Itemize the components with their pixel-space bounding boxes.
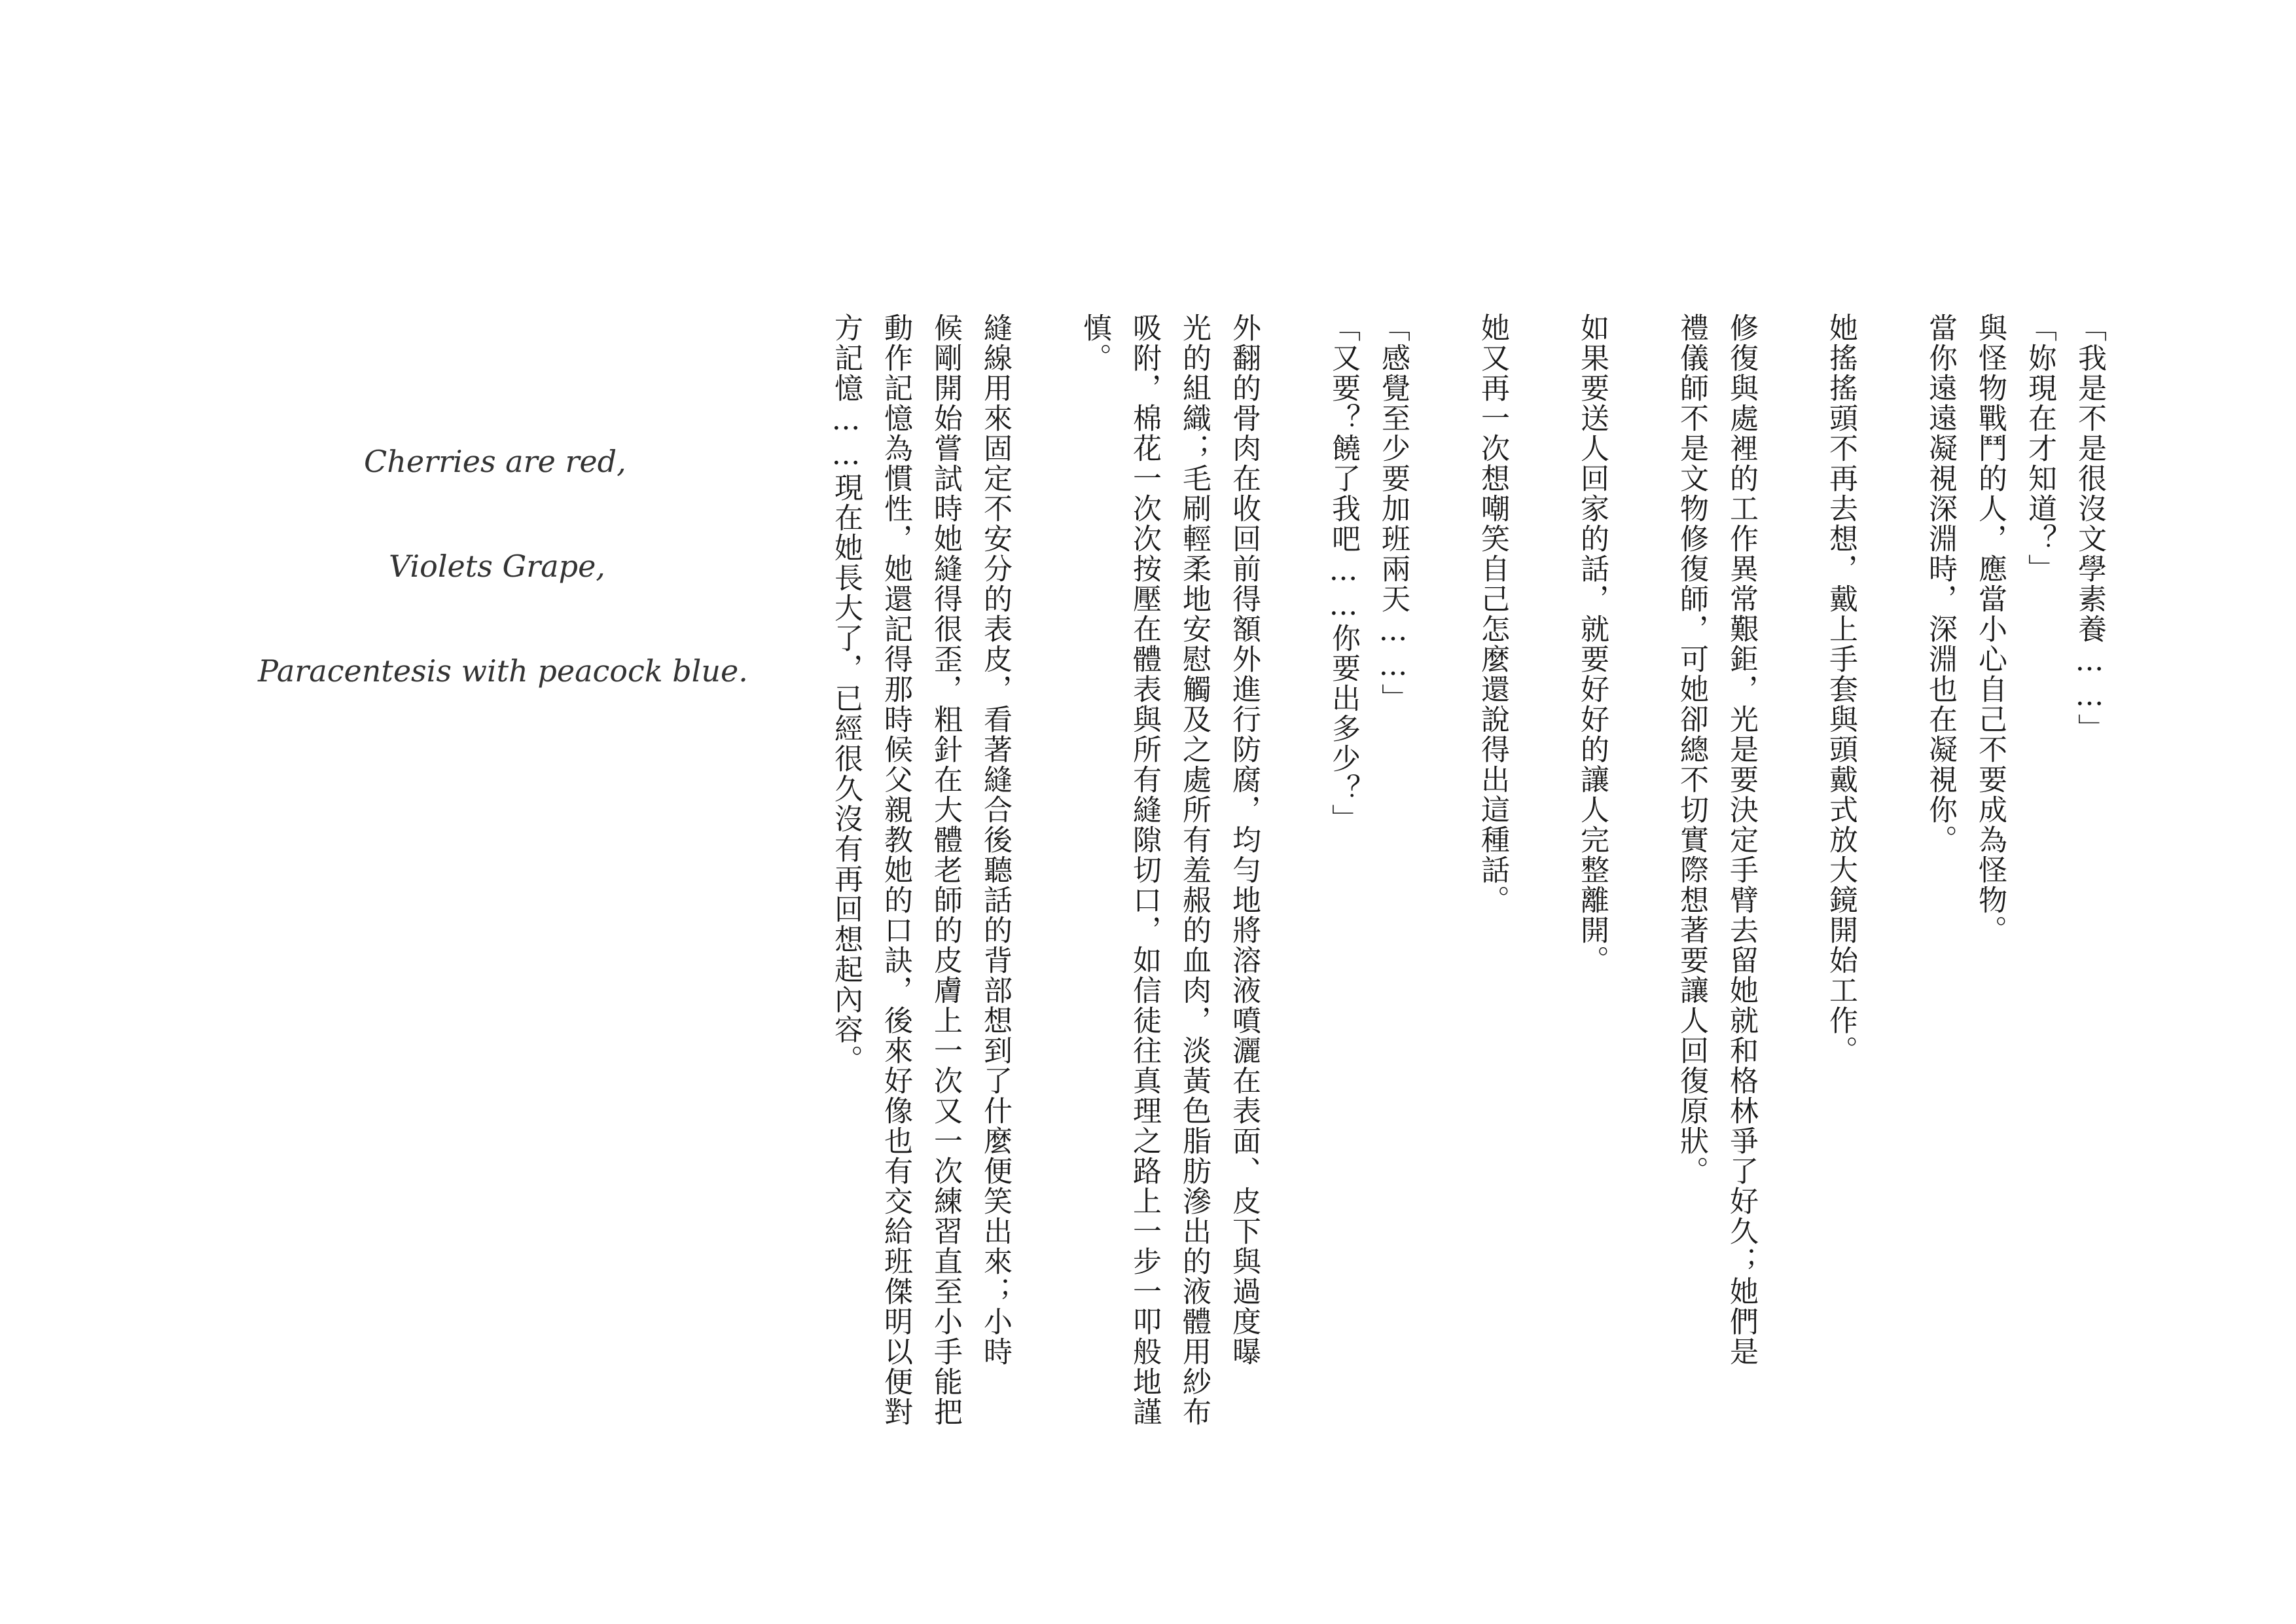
narration-paragraph: 她又再一次想嘲笑自己怎麼還說得出這種話。: [1476, 313, 1509, 915]
narration-paragraph: 縫線用來固定不安分的表皮，看著縫合後聽話的背部想到了什麼便笑出來；小時 候剛開始嘗試時她縫得很歪，粗針在大體老師的皮膚上一次又一次練習直至小手能把 動作記憶為慣性，她還記得那時候父親教她的口訣，後來好像也有交給班傑明以便對 方記憶……現在她長大了，已經很久沒有再回想起內容。: [829, 313, 1012, 1427]
narration-paragraph: 如果要送人回家的話，就要好好的讓人完整離開。: [1575, 313, 1609, 975]
narration-paragraph: 外翻的骨肉在收回前得額外進行防腐，均勻地將溶液噴灑在表面、皮下與過度曝 光的組織；毛刷輕柔地安慰觸及之處所有羞赧的血肉，淡黃色脂肪滲出的液體用紗布 吸附，棉花一次次按壓在體表與所有縫隙切口，如信徒往真理之路上一步一叩般地謹 慎。: [1078, 313, 1261, 1427]
poem-line: Cherries are red,: [364, 444, 626, 479]
dialogue-paragraph: 「我是不是很沒文學素養……」 「妳現在才知道？」: [2023, 313, 2106, 744]
narration-paragraph: 她搖搖頭不再去想，戴上手套與頭戴式放大鏡開始工作。: [1824, 313, 1857, 1066]
vertical-prose: [771, 313, 2114, 1465]
narration-paragraph: 修復與處裡的工作異常艱鉅，光是要決定手臂去留她就和格林爭了好久；她們是 禮儀師不是文物修復師，可她卻總不切實際想著要讓人回復原狀。: [1675, 313, 1758, 1367]
quote-paragraph: 與怪物戰鬥的人，應當小心自己不要成為怪物。 當你遠遠凝視深淵時，深淵也在凝視你。: [1924, 313, 2007, 945]
dialogue-paragraph: 「感覺至少要加班兩天……」 「又要？饒了我吧……你要出多少？」: [1327, 313, 1410, 834]
poem-line: Violets Grape,: [389, 549, 605, 584]
poem-line: Paracentesis with peacock blue.: [258, 653, 748, 689]
